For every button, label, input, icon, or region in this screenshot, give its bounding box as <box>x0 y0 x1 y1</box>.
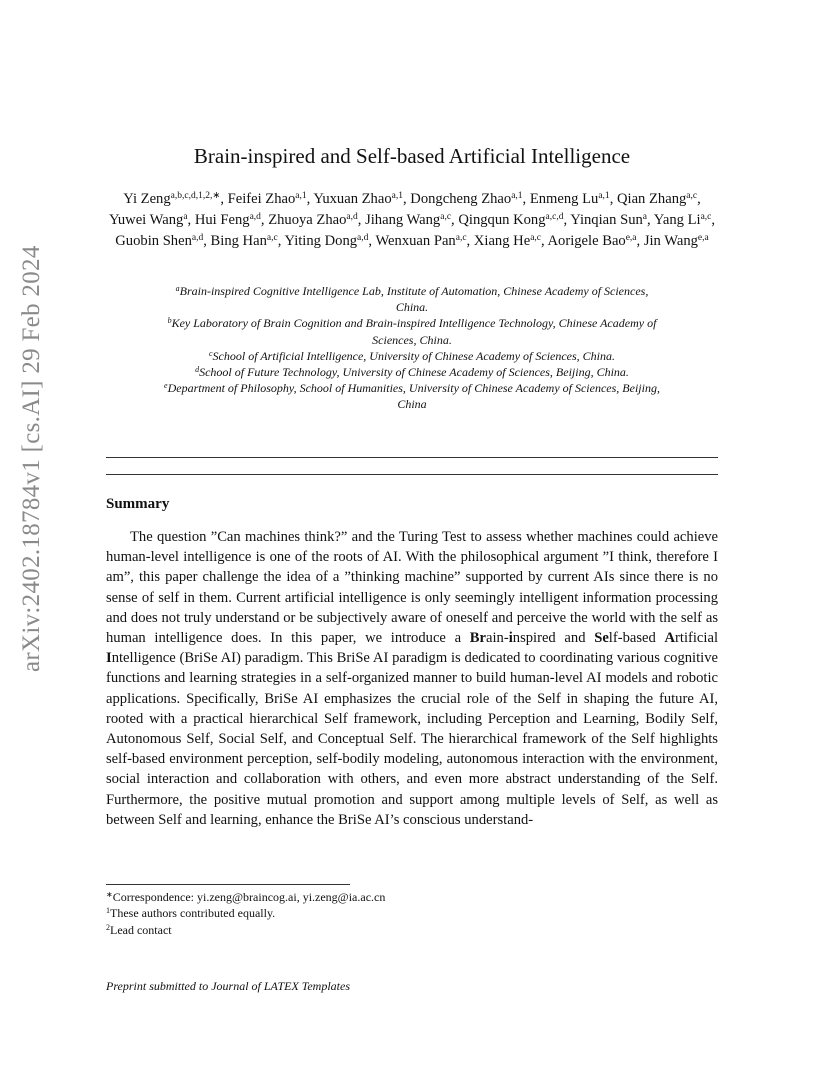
author-affiliation-marks: a,c <box>455 233 467 243</box>
author-name: Yi Zeng <box>123 191 171 207</box>
author-affiliation-marks: a <box>183 212 188 222</box>
author-affiliation-marks: a,c <box>530 233 541 243</box>
affiliation-continuation: China <box>397 397 427 412</box>
top-rule <box>106 457 718 458</box>
affiliation-mark: b <box>167 316 172 326</box>
author-name: Feifei Zhao <box>227 191 296 207</box>
footnote <box>106 889 718 905</box>
footnote-mark: 1 <box>106 906 110 916</box>
author-name: Yuxuan Zhao <box>313 191 392 207</box>
preprint-note: Preprint submitted to Journal of LATEX Templates <box>106 979 351 993</box>
affiliation-continuation: China. <box>395 300 429 315</box>
bottom-rule <box>106 474 718 475</box>
summary-heading: Summary <box>106 496 170 512</box>
affiliation-continuation: Sciences, China. <box>372 332 452 347</box>
footnote-list <box>106 889 718 938</box>
author-affiliation-marks: a,c,d <box>545 212 564 222</box>
footnote <box>106 922 718 938</box>
footnote-text: Lead contact <box>110 922 172 937</box>
footnote-rule <box>106 884 350 885</box>
author-name: Yiting Dong <box>284 233 358 249</box>
author-affiliation-marks: e,a <box>697 233 709 243</box>
affiliation-text: Key Laboratory of Brain Cognition and Brain-inspired Intelligence Technology, Chinese Academy of <box>171 316 657 331</box>
affiliation-text: School of Future Technology, University of Chinese Academy of Sciences, Beijing, China. <box>199 365 629 380</box>
affiliation-mark: e <box>164 381 168 391</box>
affiliation-text: Department of Philosophy, School of Humanities, University of Chinese Academy of Sciences, Beijing, <box>167 381 660 396</box>
author-affiliation-marks: a,c <box>686 191 698 201</box>
author-affiliation-marks: a,d <box>346 212 358 222</box>
author-affiliation-marks: a <box>642 212 648 222</box>
author-affiliation-marks: a,1 <box>391 191 403 201</box>
author-affiliation-marks: a,b,c,d,1,2,∗ <box>170 191 221 201</box>
author-name: Bing Han <box>210 233 267 249</box>
affiliation-text: School of Artificial Intelligence, University of Chinese Academy of Sciences, China. <box>212 348 616 363</box>
affiliation <box>106 380 718 396</box>
author-name: Qingqun Kong <box>458 212 546 228</box>
footnote-text: These authors contributed equally. <box>110 906 276 921</box>
author-name: Zhuoya Zhao <box>268 212 347 228</box>
affiliation <box>106 283 718 299</box>
author-name: Qian Zhang <box>616 191 687 207</box>
author-affiliation-marks: a,c <box>266 233 278 243</box>
author-name: Yuwei Wang <box>108 212 184 228</box>
author-name: Aorigele Bao <box>547 233 626 249</box>
author-affiliation-marks: a,c <box>700 212 712 222</box>
footnote <box>106 905 718 921</box>
affiliation-list <box>106 283 718 413</box>
author-affiliation-marks: a,d <box>191 233 204 243</box>
author-affiliation-marks: a,d <box>249 212 261 222</box>
author-affiliation-marks: a,d <box>357 233 369 243</box>
author-name: Yang Li <box>653 212 701 228</box>
affiliation <box>106 364 718 380</box>
author-name: Guobin Shen <box>115 233 192 249</box>
affiliation <box>106 315 718 331</box>
affiliation-mark: c <box>208 348 213 358</box>
author-name: Hui Feng <box>194 212 250 228</box>
author-affiliation-marks: a,c <box>440 212 452 222</box>
author-affiliation-marks: e,a <box>625 233 637 243</box>
author-name: Jin Wang <box>643 233 698 249</box>
author-name: Wenxuan Pan <box>375 233 456 249</box>
summary-paragraph: The question ”Can machines think?” and the Turing Test to assess whether machines could achieve human-level intelligence is one of the roots of AI. With the philosophical argument ”I think, therefore I am”, this paper challenge the idea of a ”thinking machine” supported by current AIs since there is no sense of self in them. Current artificial intelligence is only seemingly intelligent information processing and does not truly understand or be subjectively aware of oneself and perceive the world with the self as human intelligence does. In this paper, we introduce a Brain-inspired and Self-based Artificial Intelligence (BriSe AI) paradigm. This BriSe AI paradigm is dedicated to coordinating various cognitive functions and learning strategies in a self-organized manner to build human-level AI models and robotic applications. Specifically, BriSe AI emphasizes the crucial role of the Self in shaping the future AI, rooted with a practical hierarchical Self framework, including Perception and Learning, Bodily Self, Autonomous Self, Social Self, and Conceptual Self. The hierarchical framework of the Self highlights self-based environment perception, self-bodily modeling, autonomous interaction with the environment, social interaction and collaboration with others, and even more abstract understanding of the Self. Furthermore, the positive mutual promotion and support among multiple levels of Self, as well as between Self and learning, enhance the BriSe AI’s conscious understand- <box>106 529 718 828</box>
author-name: Dongcheng Zhao <box>410 191 512 207</box>
author-list: Yi Zeng$^{a,b,c,d,1,2,∗}$, Feifei Zhao$^{a,1}$, Yuxuan Zhao$^{a,1}$, Dongcheng Zhao$^{a,1}$, Enmeng Lu$^{a,1}$, Qian Zhang$^{a,c}$, Yuwei Wang$^a$, Hui Feng$^{a,d}$, Zhuoya Zhao$^{a,d}$, Jihang Wang$^{a,c}$, Qingqun Kong$^{a,c,d}$, Yinqian Sun$^a$, Yang Li$^{a,c}$, Guobin Shen$^{a,d}$, Bing Han$^{a,c}$, Yiting Dong$^{a,d}$, Wenxuan Pan$^{a,c}$, Xiang He$^{a,c}$, Aorigele Bao$^{e,a}$, Jin Wang$^{e,a}$ <box>108 191 716 249</box>
affiliation-mark: a <box>175 284 180 293</box>
footnote-text: Correspondence: yi.zeng@braincog.ai, yi.zeng@ia.ac.cn <box>112 890 386 904</box>
author-name: Enmeng Lu <box>529 191 599 207</box>
paper-title: Brain-inspired and Self-based Artificial Intelligence <box>193 144 631 168</box>
author-name: Jihang Wang <box>365 212 441 228</box>
arxiv-identifier: arXiv:2402.18784v1 [cs.AI] 29 Feb 2024 <box>18 245 45 672</box>
author-affiliation-marks: a,1 <box>511 191 523 201</box>
affiliation <box>106 348 718 364</box>
footnote-mark: 2 <box>106 922 110 932</box>
author-affiliation-marks: a,1 <box>295 191 307 201</box>
author-name: Xiang He <box>473 233 531 249</box>
footnote-mark: ∗ <box>106 890 113 899</box>
author-affiliation-marks: a,1 <box>598 191 610 201</box>
affiliation-text: Brain-inspired Cognitive Intelligence Lab, Institute of Automation, Chinese Academy of Sciences, <box>179 284 649 298</box>
author-name: Yinqian Sun <box>570 212 643 228</box>
affiliation-mark: d <box>195 365 200 375</box>
